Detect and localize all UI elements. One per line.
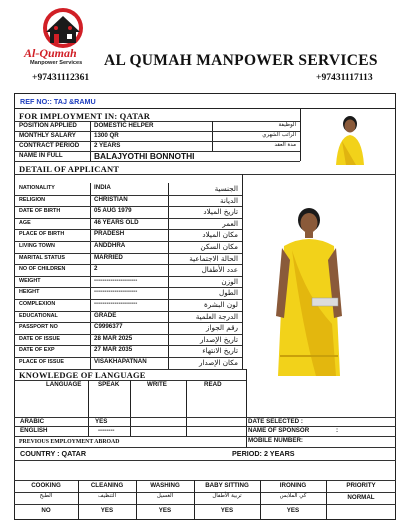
applicant-value: CHRISTIAN [94,196,128,203]
skill-value: YES [220,507,234,514]
previous-period: PERIOD: 2 YEARS [232,449,295,458]
skill-value: YES [286,507,300,514]
applicant-label: PASSPORT NO [19,324,58,330]
applicant-arabic: الدرجة العلمية [195,312,238,321]
applicant-arabic: مكان الميلاد [202,230,238,239]
applicant-value: --------------------- [94,288,138,295]
applicant-arabic: رقم الجواز [206,323,238,332]
skill-arabic: الطبخ [39,493,53,499]
skill-arabic: التنظيف [97,493,117,499]
applicant-value: PRADESH [94,230,125,237]
applicant-label: LIVING TOWN [19,243,55,249]
applicant-label: PLACE OF BIRTH [19,231,65,237]
lang-col-language: LANGUAGE [46,381,82,388]
applicant-value: GRADE [94,312,117,319]
applicant-value: --------------------- [94,277,138,284]
applicant-label: COMPLEXION [19,301,56,307]
phone-left: +97431112361 [32,72,90,83]
applicant-label: DATE OF BIRTH [19,208,61,214]
logo-brand: Al-Qumah [24,46,77,60]
employment-arabic: الراتب الشهري [262,132,296,138]
applicant-label: MARITAL STATUS [19,255,66,261]
ref-number: REF NO:: TAJ &RAMU [20,97,96,106]
employment-arabic: مدة العقد [274,142,296,148]
applicant-arabic: الطول [218,288,238,297]
applicant-arabic: مكان السكن [200,242,238,251]
applicant-arabic: عدد الأطفال [201,265,238,274]
skill-value: YES [158,507,172,514]
applicant-value: 28 MAR 2025 [94,335,133,342]
lang-row-arabic: ARABIC [20,418,45,425]
skill-name: CLEANING [90,482,124,489]
applicant-arabic: مكان الإصدار [198,358,238,367]
logo-tagline: Manpower Services [30,60,83,66]
employment-arabic: الوظيفة [278,122,296,128]
applicant-label: DATE OF ISSUE [19,336,60,342]
date-selected: DATE SELECTED : [248,418,303,425]
applicant-arabic: تاريخ الإصدار [199,335,238,344]
applicant-value: C9996377 [94,323,123,330]
applicant-photo-large [262,206,356,376]
mobile-number: MOBILE NUMBER: [248,437,303,444]
skill-name: COOKING [31,482,61,489]
applicant-value: 27 MAR 2035 [94,346,133,353]
skill-name: PRIORITY [346,482,376,489]
applicant-label: RELIGION [19,197,46,203]
applicant-label: HEIGHT [19,289,40,295]
lang-row-english: ENGLISH [20,427,48,434]
applicant-value: INDIA [94,184,111,191]
employment-value: 1300 QR [94,132,119,139]
skill-arabic: كي الملابس [279,493,307,499]
skill-arabic: تربية الأطفال [212,493,242,499]
employment-value: DOMESTIC HELPER [94,122,154,129]
skill-value: NORMAL [347,494,375,501]
applicant-label: NO OF CHILDREN [19,266,66,272]
applicant-value: ANDDHRA [94,242,126,249]
previous-heading: PREVIOUS EMPLOYMENT ABROAD [19,439,120,445]
applicant-arabic: الحالة الاجتماعية [189,254,238,263]
applicant-arabic: العمر [222,219,238,228]
employment-heading: FOR IMPLOYMENT IN: QATAR [19,111,151,121]
applicant-value: MARRIED [94,254,123,261]
applicant-arabic: الوزن [221,277,238,286]
applicant-label: PLACE OF ISSUE [19,359,64,365]
lang-row-english-speak: -------- [98,427,115,434]
skill-name: BABY SITTING [205,482,249,489]
applicant-value: --------------------- [94,300,138,307]
language-heading: KNOWLEDGE OF LANGUAGE [19,370,146,380]
applicant-value: 46 YEARS OLD [94,219,139,226]
skill-name: WASHING [150,482,180,489]
sponsor-colon: : [336,427,339,434]
employment-label: POSITION APPLIED [19,122,77,129]
skill-name: IRONING [279,482,307,489]
employment-value: 2 YEARS [94,142,121,149]
applicant-label: WEIGHT [19,278,41,284]
applicant-label: EDUCATIONAL [19,313,58,319]
employment-value: BALAJYOTHI BONNOTHI [94,151,195,161]
skill-arabic: الغسيل [156,493,174,499]
applicant-value: 05 AUG 1979 [94,207,132,214]
skill-value: YES [100,507,114,514]
employment-label: MONTHLY SALARY [19,132,76,139]
applicant-arabic: الجنسية [214,184,238,193]
applicant-value: 2 [94,265,98,272]
applicant-photo-small [326,111,374,165]
previous-country: COUNTRY : QATAR [20,449,87,458]
company-name: AL QUMAH MANPOWER SERVICES [104,52,378,69]
employment-label: NAME IN FULL [19,152,63,159]
applicant-heading: DETAIL OF APPLICANT [19,164,120,174]
lang-col-speak: SPEAK [98,381,120,388]
applicant-arabic: تاريخ الانتهاء [202,346,238,355]
applicant-arabic: الديانة [219,196,238,205]
employment-label: CONTRACT PERIOD [19,142,80,149]
lang-col-write: WRITE [147,381,167,388]
applicant-label: DATE OF EXP [19,347,55,353]
phone-right: +97431117113 [316,72,373,83]
applicant-arabic: لون البشرة [204,300,238,309]
sponsor-name: NAME OF SPONSOR [248,427,310,434]
applicant-value: VISAKHAPATNAN [94,358,147,365]
applicant-arabic: تاريخ الميلاد [203,207,238,216]
applicant-label: NATIONALITY [19,185,55,191]
lang-row-arabic-speak: YES [95,418,108,425]
lang-col-read: READ [204,381,222,388]
skill-value: NO [41,507,51,514]
applicant-label: AGE [19,220,31,226]
